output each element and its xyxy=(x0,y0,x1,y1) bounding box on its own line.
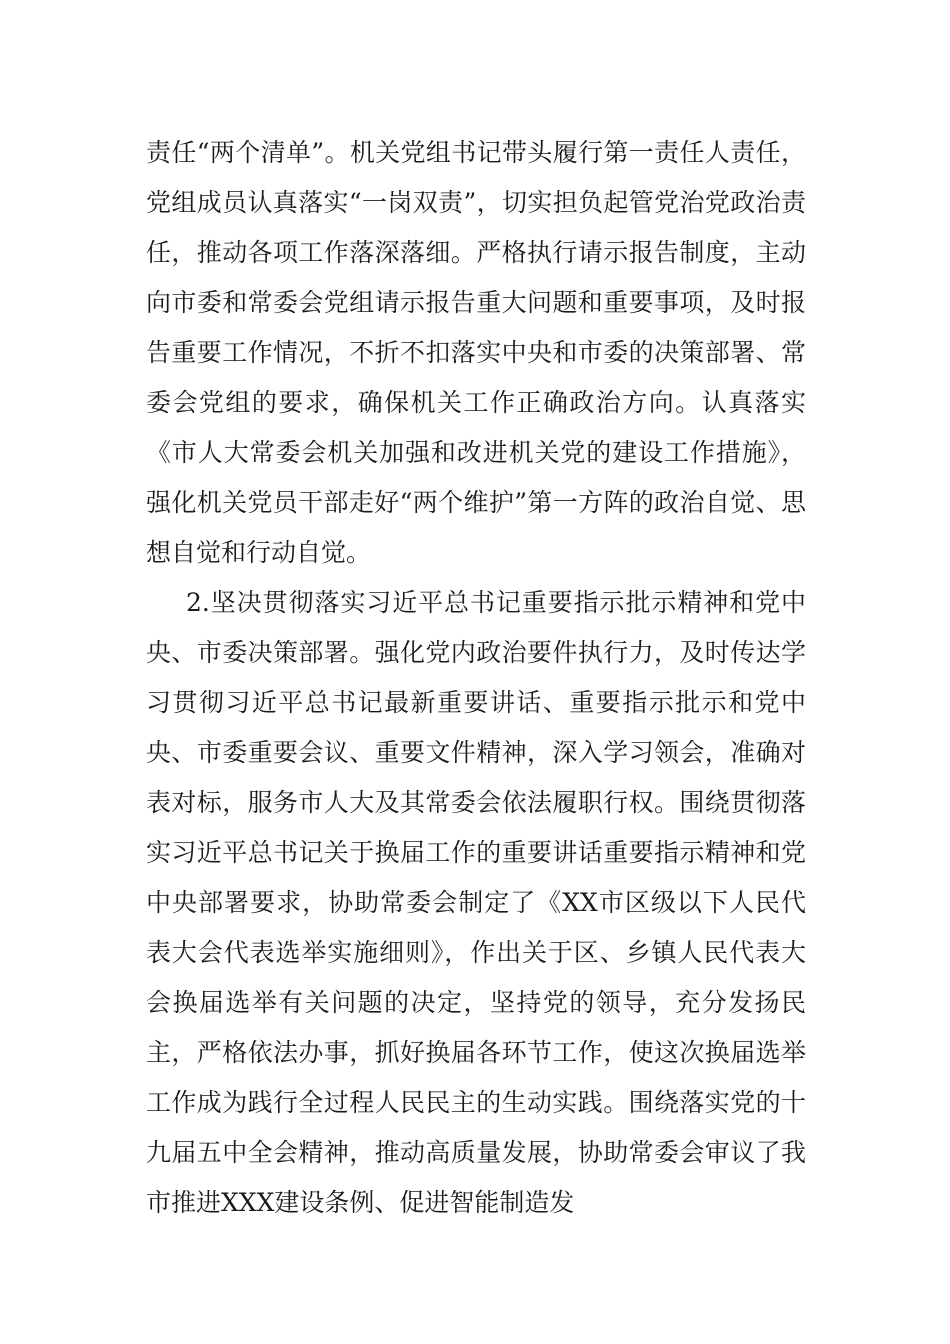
paragraph-implement-instructions: 2.坚决贯彻落实习近平总书记重要指示批示精神和党中央、市委决策部署。强化党内政治要件执行力，及时传达学习贯彻习近平总书记最新重要讲话、重要指示批示和党中央、市委重要会议、重要文件精神，深入学习领会，准确对表对标，服务市人大及其常委会依法履职行权。围绕贯彻落实习近平总书记关于换届工作的重要讲话重要指示精神和党中央部署要求，协助常委会制定了《XX市区级以下人民代表大会代表选举实施细则》，作出关于区、乡镇人民代表大会换届选举有关问题的决定，坚持党的领导，充分发扬民主，严格依法办事，抓好换届各环节工作，使这次换届选举工作成为践行全过程人民民主的生动实践。围绕落实党的十九届五中全会精神，推动高质量发展，协助常委会审议了我市推进XXX建设条例、促进智能制造发 xyxy=(146,588,806,1217)
paragraph-party-responsibility: 责任“两个清单”。机关党组书记带头履行第一责任人责任，党组成员认真落实“一岗双责”，切实担负起管党治党政治责任，推动各项工作落深落细。严格执行请示报告制度，主动向市委和常委会党组请示报告重大问题和重要事项，及时报告重要工作情况，不折不扣落实中央和市委的决策部署、常委会党组的要求，确保机关工作正确政治方向。认真落实《市人大常委会机关加强和改进机关党的建设工作措施》，强化机关党员干部走好“两个维护”第一方阵的政治自觉、思想自觉和行动自觉。 xyxy=(146,138,806,567)
document-body xyxy=(146,128,806,1228)
